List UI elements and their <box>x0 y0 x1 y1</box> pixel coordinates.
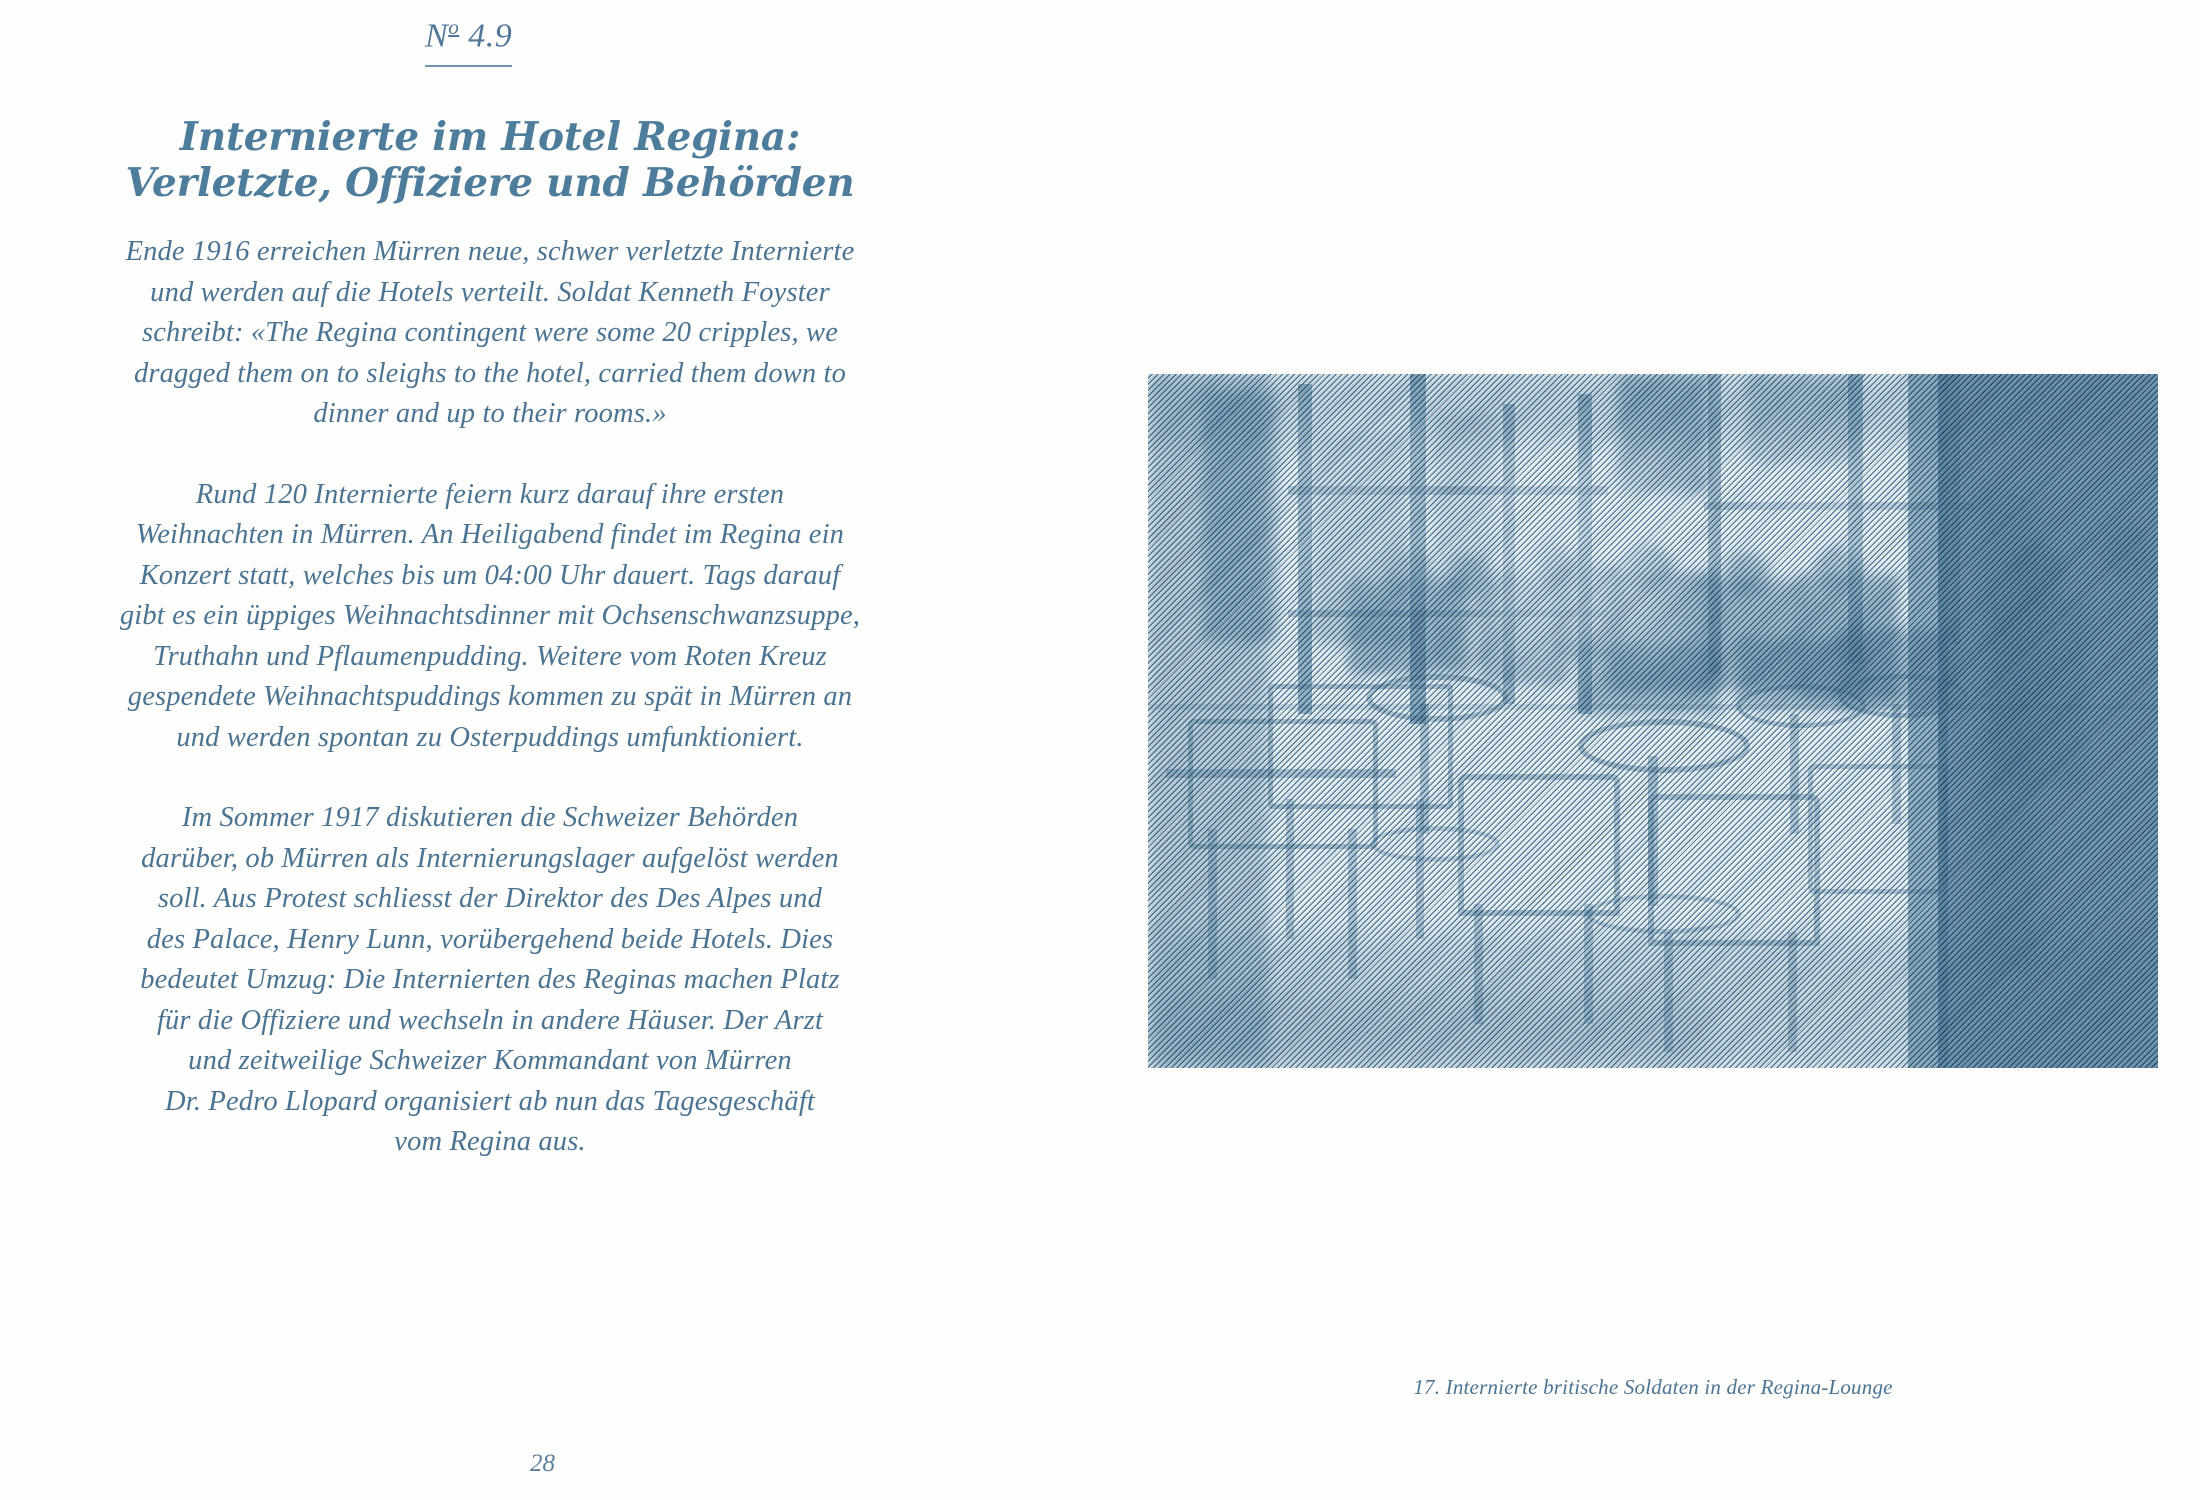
section-number <box>425 16 512 67</box>
paragraph-3 <box>40 798 940 1163</box>
photograph-regina-lounge <box>1148 374 2158 1068</box>
paragraph-line: Rund 120 Internierte feiern kurz darauf ihre ersten <box>195 478 785 510</box>
paragraph-line: Ende 1916 erreichen Mürren neue, schwer verletzte Internierte <box>125 236 855 267</box>
section-number-prefix: N <box>425 17 449 55</box>
paragraph-line: Im Sommer 1917 diskutieren die Schweizer Behörden <box>181 802 799 833</box>
paragraph-line: vom Regina aus. <box>394 1126 586 1157</box>
page-number: 28 <box>530 1450 555 1477</box>
paragraph-line: Weihnachten in Mürren. An Heiligabend findet im Regina ein <box>135 519 845 550</box>
paragraph-line: gibt es ein üppiges Weihnachtsdinner mit Ochsenschwanzsuppe, <box>119 600 861 631</box>
paragraph-line: und werden auf die Hotels verteilt. Soldat Kenneth Foyster <box>150 276 830 308</box>
paragraph-line: bedeutet Umzug: Die Internierten des Reginas machen Platz <box>140 964 840 995</box>
paragraph-line: und werden spontan zu Osterpuddings umfunktioniert. <box>176 721 804 753</box>
section-number-value: 4.9 <box>468 17 513 55</box>
chapter-title <box>40 114 940 206</box>
paragraph-1 <box>40 232 940 435</box>
paragraph-line: dinner and up to their rooms.» <box>313 398 667 429</box>
paragraph-line: dragged them on to sleighs to the hotel, carried them down to <box>133 357 847 389</box>
paragraph-line: des Palace, Henry Lunn, vorübergehend beide Hotels. Dies <box>146 923 834 955</box>
paragraph-line: schreibt: «The Regina contingent were some 20 cripples, we <box>142 317 838 348</box>
section-number-block <box>425 16 512 67</box>
paragraph-line: gespendete Weihnachtspuddings kommen zu spät in Mürren an <box>127 681 853 712</box>
paragraph-line: soll. Aus Protest schliesst der Direktor des Des Alpes und <box>157 883 823 914</box>
paragraph-2 <box>40 475 940 759</box>
paragraph-line: Konzert statt, welches bis um 04:00 Uhr dauert. Tags darauf <box>139 559 841 591</box>
chapter-title-line-2: Verletzte, Offiziere und Behörden <box>125 160 855 207</box>
section-number-ordinal: o <box>448 15 460 39</box>
text-column <box>40 0 980 1500</box>
paragraph-line: Dr. Pedro Llopard organisiert ab nun das Tagesgeschäft <box>165 1085 815 1117</box>
figure-caption: 17. Internierte britische Soldaten in der Regina-Lounge <box>1413 1375 1893 1399</box>
paragraph-line: und zeitweilige Schweizer Kommandant von Mürren <box>188 1045 792 1076</box>
figure-regina-lounge <box>1148 374 2158 1068</box>
paragraph-line: Truthahn und Pflaumenpudding. Weitere vom Roten Kreuz <box>153 640 827 672</box>
body-text <box>40 232 940 1163</box>
paragraph-line: für die Offiziere und wechseln in andere Häuser. Der Arzt <box>156 1004 824 1036</box>
chapter-title-line-1: Internierte im Hotel Regina: <box>179 114 801 161</box>
paragraph-line: darüber, ob Mürren als Internierungslager aufgelöst werden <box>141 842 839 874</box>
